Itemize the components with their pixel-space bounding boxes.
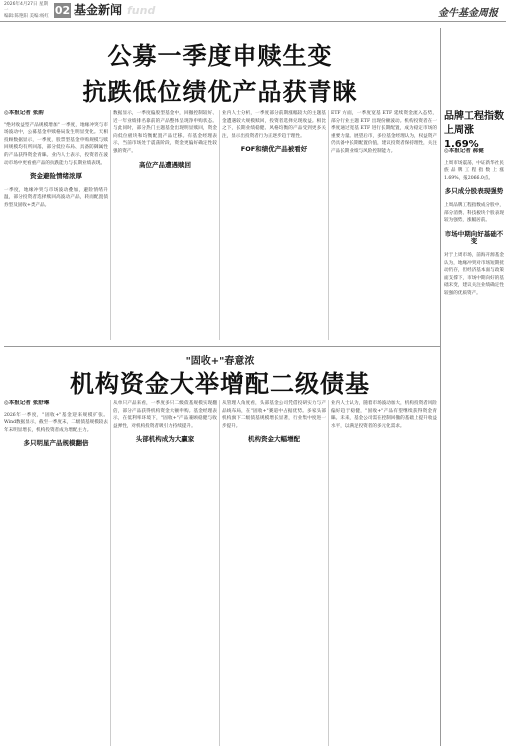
sidebar-subhead-2: 市场中期向好基础不变 [444,229,504,246]
sidebar-rule [440,28,441,746]
sidebar-text-2: 上周品牌工程指数成分股中，部分消费、科技板块个股表现较为强势，涨幅居前。 [444,202,504,224]
story2-headline: 机构资金大举增配二级债基 [70,370,370,398]
story2-byline: ◎本报记者 张舒琳 [4,400,50,406]
story2-col4-text: 业内人士认为，随着市场波动加大，机构投资者风险偏好趋于稳健，"固收+"产品有望继续获得资金青睐。未来，基金公司需在控制回撤的基础上提升收益水平，以满足投资者的多元化需求。 [331,401,437,429]
story1-byline: ◎本报记者 张韵 [4,110,44,116]
column-rule [219,110,220,340]
story1-col3-text: 业内人士分析，一季度部分前期涨幅较大的主题基金遭遇较大规模赎回，投资者选择兑现收益。相比之下，长期业绩稳健、风格均衡的产品受到更多关注，显示出投资者行为正逐步趋于理性。 [222,111,326,139]
story1-col4-text: ETF 方面，一季度宽基 ETF 延续资金流入态势，部分行业主题 ETF 出现份额波动。机构投资者在一季度通过宽基 ETF 进行长期配置，成为稳定市场的重要力量。展望后市，多位基金经理认为，权益资产仍具备中长期配置价值，建议投资者保持理性，关注产品长期业绩与风险控制能力。 [331,111,437,154]
story1-subhead-3: FOF和绩优产品被看好 [240,145,308,154]
story-divider [4,346,440,347]
story1-column-3 [222,110,326,340]
sidebar-subhead-1: 多只成分股表现强势 [444,187,504,196]
story2-column-3 [222,400,326,746]
editor-credit: 编辑:陈艳阳 美编:杨红 [4,14,49,19]
sidebar-column [444,148,504,746]
sidebar-title-box [444,110,506,152]
column-rule [110,110,111,340]
sidebar-text-1: 上周市场震荡，中证新华社民族品牌工程指数上涨1.69%，报2066.0点。 [444,160,504,181]
column-rule [328,400,329,746]
story1-column-1 [4,110,108,340]
sidebar-title: 品牌工程指数上周涨1.69% [444,111,504,150]
issue-date: 2026年4月27日 星期一 [4,2,48,13]
story2-col1-text: 2026年一季度，"固收+"基金迎来规模扩张。Wind数据显示，截至一季度末，二级债基规模较去年末明显增长，机构投资者成为增配主力。 [4,412,108,433]
story2-col3-text: 从管理人角度看，头部基金公司凭借投研实力与产品线布局，在"固收+"赛道中占据优势。多家头部机构旗下二级债基规模增长显著，行业集中度进一步提升。 [222,401,326,429]
paper-name: 金牛基金周报 [438,8,498,19]
sidebar-text-3: 对于上周市场，前海开源基金认为，地缘冲突对市场短期扰动仍存，但经济基本面与政策面支撑下，市场中期向好的基础未变，建议关注业绩确定性较强的优质资产。 [444,252,504,296]
story1-headline-line2: 抗跌低位绩优产品获青睐 [82,78,358,106]
column-rule [328,110,329,340]
section-title: 基金新闻 [74,3,123,17]
story2-kicker: "固收+"春意浓 [185,356,255,367]
story2-subhead-3: 机构资金大幅增配 [248,435,300,444]
story1-column-4 [331,110,437,340]
story2-subhead-2: 头部机构成为大赢家 [135,435,195,444]
story1-col1-text: "绝对收益型产品规模增加" 一季度，地缘冲突与市场波动中，公募基金申赎格局发生明显变化。天相投顾数据显示，一季度，股票型基金申购规模与赎回规模均有所回落，部分低位布局、具备防御属性的产品获得资金青睐。业内人士表示，投资者在波动市场中更看重产品的抗跌能力与长期业绩表现。 [4,122,108,166]
story2-subhead-1: 多只明星产品规模翻倍 [23,439,89,448]
story2-col2-text: 从单只产品来看，一季度多只二级债基规模实现翻倍，部分产品获得机构资金大额申购。基金经理表示，在低利率环境下，"固收+"产品兼顾稳健与收益弹性，对机构投资者吸引力持续提升。 [113,401,217,429]
story2-column-4 [331,400,437,746]
column-rule [110,400,111,746]
sidebar-byline: ◎本报记者 郝健 [444,148,484,154]
masthead [0,0,506,22]
page-number: 02 [54,4,71,17]
story1-headline-line1: 公募一季度申赎生变 [107,42,333,70]
story1-col2-text: 数据显示，一季度偏股型基金中，回撤控制较好、近一年业绩排名靠前的产品整体呈现净申购状态。与此同时，部分热门主题基金出现明显赎回，资金向低位板块和均衡配置产品迁移。有基金经理表示，当前市场处于震荡阶段，资金更偏好确定性较强的资产。 [113,111,217,154]
story1-column-2 [113,110,217,340]
masthead-meta [4,2,52,20]
column-rule [219,400,220,746]
story1-subhead-1: 资金避险情绪浓厚 [30,172,82,181]
story1-col1-text2: 一季度，地缘冲突与市场波动叠加，避险情绪升温，部分投资者选择赎回高波动产品，转而配置债券型及固收+类产品。 [4,187,108,208]
story2-column-1 [4,400,108,746]
story1-subhead-2: 高位产品遭遇赎回 [139,160,191,169]
story2-column-2 [113,400,217,746]
section-watermark: fund [127,4,156,17]
